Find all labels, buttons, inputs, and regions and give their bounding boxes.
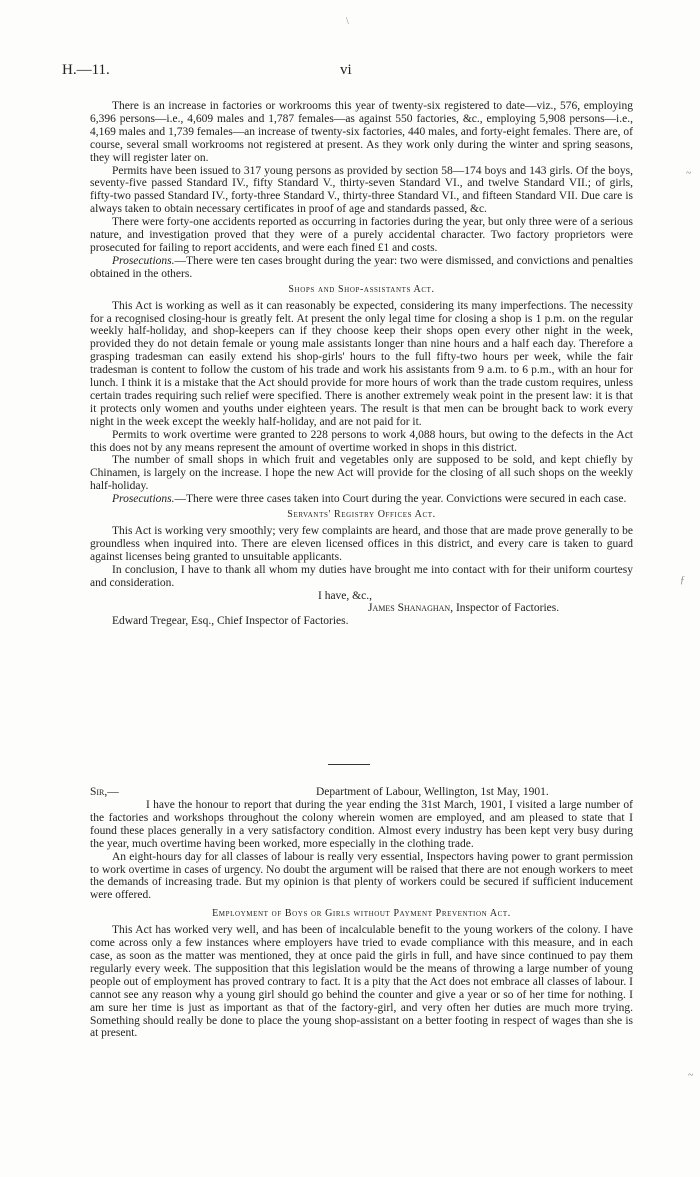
signature-line: [90, 602, 633, 615]
factories-paragraph: There is an increase in factories or workrooms this year of twenty-six registered to date—viz., 576, employing 6,396 persons—i.e., 4,609 males and 1,787 females—as against 550 factories, &c., employing 5,908 persons—i.e., 4,169 males and 1,739 females—an increase of twenty-six factories, 440 males, and forty-eight females. There are, of course, several small workrooms not registered at present. As they work only during the winter and spring seasons, they will register later on.: [90, 100, 633, 164]
report-body-lower: [90, 786, 633, 1040]
section-heading-employment: Employment of Boys or Girls without Payment Prevention Act.: [212, 908, 511, 920]
signature-title: Inspector of Factories.: [455, 602, 560, 615]
conclusion-paragraph: In conclusion, I have to thank all whom my duties have brought me into contact with for their uniform courtesy and consideration.: [90, 563, 633, 589]
scan-speck: ƒ: [680, 575, 685, 586]
scan-speck: ~: [686, 168, 692, 179]
permits-paragraph: Permits have been issued to 317 young persons as provided by section 58—174 boys and 143 girls. Of the boys, seventy-five passed Standard IV., fifty Standard V., thirty-seven Standard VI., and twelve Standard VII.; of girls, fifty-two passed Standard IV., forty-three Standard V., thirty-three Standard VI., and fifteen Standard VII. Due care is always taken to obtain necessary certificates in proof of age and standards passed, &c.: [90, 164, 633, 216]
letter-paragraph-3: This Act has worked very well, and has been of incalculable benefit to the young workers of the colony. I have come across only a few instances where employers have tried to evade compliance with this measure, and in each case, as soon as the matter was mentioned, they at once paid the girls in full, and have since continued to pay them regularly every week. The supposition that this legislation would be the means of throwing a large number of young people out of employment has proved contrary to fact. It is a pity that the Act does not embrace all classes of labour. I cannot see any reason why a young girl should go behind the counter and give a year or so of her time for nothing. I am sure her time is just as important as that of the factory-girl, and very often her duties are much more trying. Something should really be done to place the young shop-assistant on a better footing in respect of wages than she is at present.: [90, 924, 633, 1040]
prosecutions-text: —There were three cases taken into Court during the year. Convictions were secured in each case.: [174, 493, 627, 506]
small-shops-paragraph: The number of small shops in which fruit and vegetables only are supposed to be sold, and kept chiefly by Chinamen, is largely on the increase. I hope the new Act will provide for the closing of all such shops on the weekly half-holiday.: [90, 454, 633, 493]
factory-prosecutions-paragraph: [90, 255, 633, 281]
letter-header: [90, 786, 633, 799]
report-body-upper: [90, 100, 633, 628]
prosecutions-label: Prosecutions.: [112, 254, 175, 267]
overtime-paragraph: Permits to work overtime were granted to 228 persons to work 4,088 hours, but owing to the defects in the Act this does not by any means represent the amount of overtime worked in shops in this district.: [90, 428, 633, 454]
signature-name: James Shanaghan,: [368, 602, 454, 615]
prosecutions-text: —There were ten cases brought during the year: two were dismissed, and convictions and penalties obtained in the others.: [90, 254, 633, 280]
section-divider: [328, 764, 370, 765]
page-header: [62, 64, 638, 82]
prosecutions-label: Prosecutions.: [112, 493, 175, 506]
scan-speck: ~: [688, 1070, 694, 1081]
shops-paragraph: This Act is working as well as it can reasonably be expected, considering its many imperfections. The necessity for a recognised closing-hour is greatly felt. At present the only legal time for closing a shop is 1 p.m. on the regular weekly half-holiday, and shop-keepers can if they choose keep their shops open every other night in the week, provided they do not detain female or young male assistants longer than nine hours and a half each day. Therefore a grasping tradesman can easily extend his shop-girls' hours to the full fifty-two hours per week, while the fair tradesman is content to follow the custom of his trade and work his assistants from 9 a.m. to 6 p.m., with an hour for lunch. I think it is a mistake that the Act should provide for more hours of work than the trade custom requires, unless certain trades requiring such relief were specified. There is another extremely weak point in the present law: it is that it protects only women and youths under eighteen years. The result is that men can be brought back to work every night in the week except the weekly half-holiday, and are not paid for it.: [90, 299, 633, 428]
letter-paragraph-2: An eight-hours day for all classes of labour is really very essential, Inspectors having power to grant permission to work overtime in cases of urgency. No doubt the argument will be raised that there are not enough workers to meet the demands of increasing trade. But my opinion is that plenty of workers could be secured if sufficient inducement were offered.: [90, 850, 633, 902]
scan-speck: \: [346, 16, 349, 27]
shop-prosecutions-paragraph: [90, 493, 633, 506]
accidents-paragraph: There were forty-one accidents reported as occurring in factories during the year, but only three were of a serious nature, and investigation proved that they were of a purely accidental character. Two factory proprietors were prosecuted for failing to report accidents, and were each fined £1 and costs.: [90, 216, 633, 254]
dateline: Department of Labour, Wellington, 1st May, 1901.: [316, 786, 549, 798]
salutation: Sir,—: [90, 786, 119, 798]
page-number: vi: [340, 62, 352, 78]
section-heading-shops: Shops and Shop-assistants Act.: [288, 283, 435, 295]
addressee-line: Edward Tregear, Esq., Chief Inspector of Factories.: [112, 615, 349, 628]
servants-paragraph: This Act is working very smoothly; very few complaints are heard, and those that are made prove generally to be groundless when inquired into. There are eleven licensed offices in this district, and every care is taken to guard against licenses being granted to unsuitable applicants.: [90, 525, 633, 563]
closing-line: I have, &c.,: [318, 589, 372, 602]
report-code: H.—11.: [62, 62, 110, 78]
letter-paragraph-1: I have the honour to report that during the year ending the 31st March, 1901, I visited a large number of the factories and workshops throughout the colony wherein women are employed, and am pleased to state that I found these places generally in a very satisfactory condition. Almost every industry has been kept very busy during the year, much overtime having been worked, more especially in the clothing trade.: [90, 799, 633, 850]
section-heading-servants: Servants' Registry Offices Act.: [287, 509, 436, 521]
